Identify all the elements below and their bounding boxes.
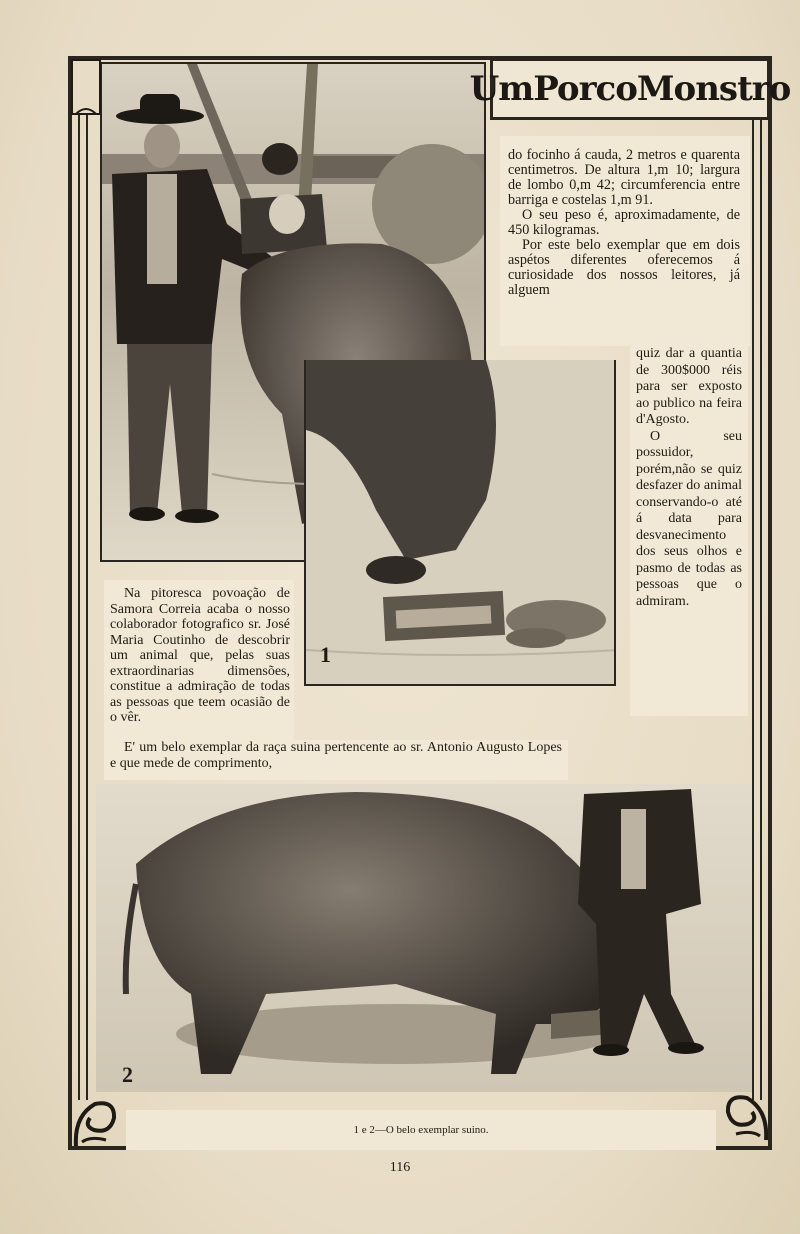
narrow-column [630,346,748,716]
left-column-p1: Na pitoresca povoação de Samora Correia acaba o nosso colaborador fotografico sr. José Maria Coutinho de descobrir um animal que, pelas suas extraordinarias dimensões, constitue a admiração de todas as pessoas que teem ocasião de o vêr. [110,586,290,725]
left-column-p2: E' um belo exemplar da raça suina pertencente ao sr. Antonio Augusto Lopes e que mede de comprimento, [110,740,562,771]
swirl-ornament-left [70,1096,120,1150]
page-title: UmPorcoMonstro [469,69,791,109]
right-column-p2: O seu peso é, aproximadamente, de 450 kilogramas. [508,207,740,238]
right-pillar [752,120,762,1100]
photo-2 [96,784,752,1092]
right-column [500,136,750,346]
swirl-ornament-right [722,1090,772,1144]
page-number: 116 [389,1160,411,1175]
left-column-bottom [104,740,568,780]
scroll-ornament-top-left [68,56,104,118]
right-column-p1: do focinho á cauda, 2 metros e quarenta centimetros. De altura 1,m 10; largura de lombo 0,m 42; circumferencia entre barriga e costelas 1,m 91. [508,147,740,208]
figure-caption: 1 e 2—O belo exemplar suino. [126,1110,716,1150]
photo-2-number: 2 [122,1062,133,1087]
title-box [469,58,791,120]
narrow-column-p2: O seu possuidor, porém,não se quiz desfazer do animal conservando-o até á data para desvanecimento dos seus olhos e pasmo de todas as pessoas que o admiram. [636,428,742,609]
photo-1-number: 1 [320,642,331,667]
right-column-p3: Por este belo exemplar que em dois aspétos diferentes oferecemos á curiosidade dos nossos leitores, já alguem [508,237,740,298]
photo-1-extension [304,360,616,686]
left-pillar [78,70,88,1100]
narrow-column-p1: quiz dar a quantia de 300$000 réis para ser exposto ao publico na feira d'Agosto. [636,346,742,427]
